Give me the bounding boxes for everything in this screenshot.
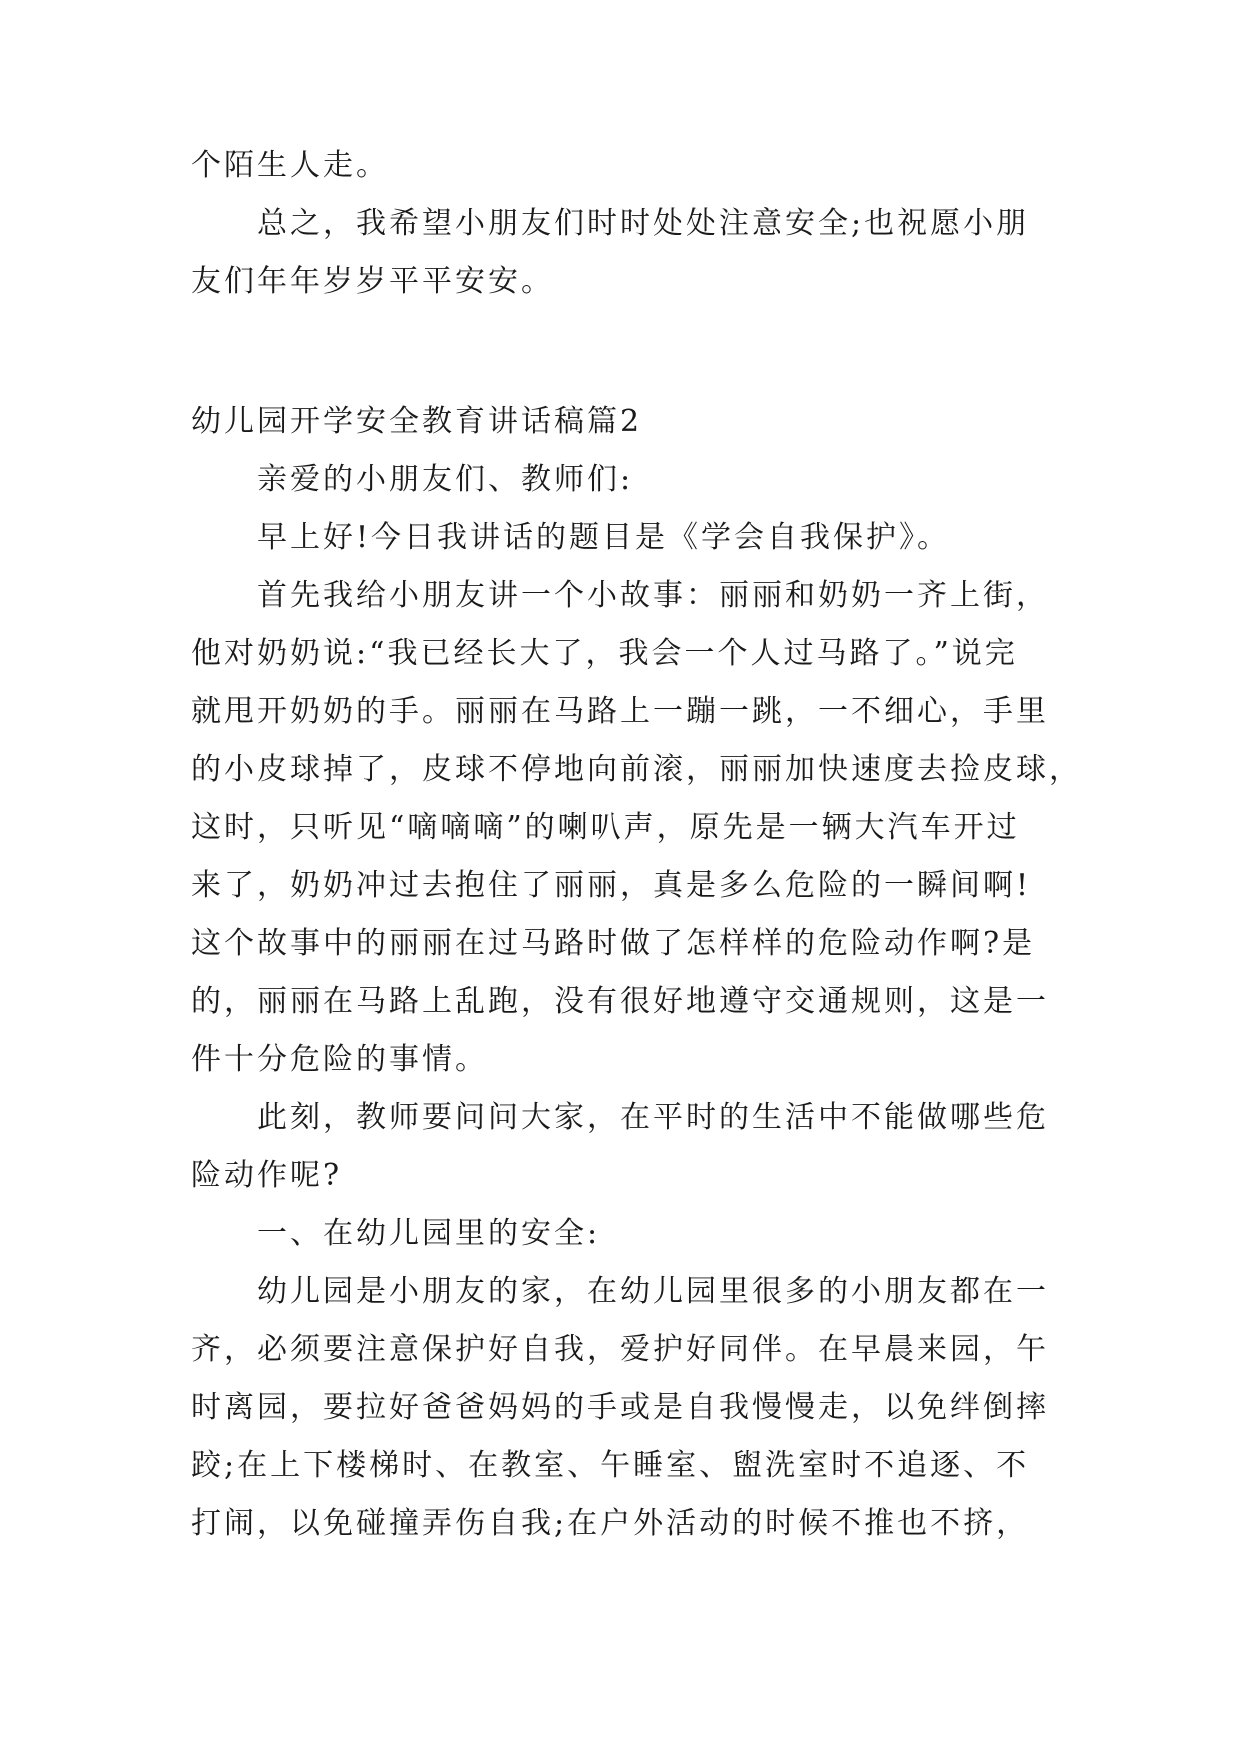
- paragraph-continuation: [191, 137, 1051, 195]
- text-line: 跤;在上下楼梯时、在教室、午睡室、盥洗室时不追逐、不: [191, 1448, 1030, 1483]
- paragraph-question: [191, 1089, 1051, 1205]
- text-line: 就甩开奶奶的手。丽丽在马路上一蹦一跳，一不细心，手里: [191, 694, 1049, 729]
- text-line: 友们年年岁岁平平安安。: [191, 264, 554, 299]
- text-line: 一、在幼儿园里的安全:: [257, 1216, 601, 1251]
- text-line: 此刻，教师要问问大家，在平时的生活中不能做哪些危: [257, 1100, 1049, 1135]
- text-line: 来了，奶奶冲过去抱住了丽丽，真是多么危险的一瞬间啊!: [191, 868, 1032, 903]
- text-line: 亲爱的小朋友们、教师们:: [257, 462, 634, 497]
- text-line: 个陌生人走。: [191, 148, 389, 183]
- paragraph-closing-wish: [191, 195, 1051, 311]
- text-line: 件十分危险的事情。: [191, 1042, 488, 1077]
- paragraph-story: [191, 567, 1082, 1089]
- text-line: 这个故事中的丽丽在过马路时做了怎样样的危险动作啊?是: [191, 926, 1036, 961]
- text-line: 的小皮球掉了，皮球不停地向前滚，丽丽加快速度去捡皮球，: [191, 752, 1082, 787]
- text-line: 他对奶奶说:“我已经长大了，我会一个人过马路了。”说完: [191, 636, 1018, 671]
- section-heading: [191, 393, 1051, 451]
- text-line: 这时，只听见“嘀嘀嘀”的喇叭声，原先是一辆大汽车开过: [191, 810, 1020, 845]
- text-line: 时离园，要拉好爸爸妈妈的手或是自我慢慢走，以免绊倒摔: [191, 1390, 1049, 1425]
- paragraph-topic: [191, 509, 1051, 567]
- text-line: 幼儿园是小朋友的家，在幼儿园里很多的小朋友都在一: [257, 1274, 1049, 1309]
- text-line: 总之，我希望小朋友们时时处处注意安全;也祝愿小朋: [257, 206, 1030, 241]
- text-line: 早上好!今日我讲话的题目是《学会自我保护》。: [257, 520, 951, 555]
- text-line: 的，丽丽在马路上乱跑，没有很好地遵守交通规则，这是一: [191, 984, 1049, 1019]
- heading-text: 幼儿园开学安全教育讲话稿篇2: [191, 404, 643, 439]
- text-line: 齐，必须要注意保护好自我，爱护好同伴。在早晨来园，午: [191, 1332, 1049, 1367]
- paragraph-greeting: [191, 451, 1051, 509]
- subsection-heading: [191, 1205, 1051, 1263]
- text-line: 险动作呢?: [191, 1158, 343, 1193]
- text-line: 首先我给小朋友讲一个小故事：丽丽和奶奶一齐上街，: [257, 578, 1049, 613]
- text-line: 打闹，以免碰撞弄伤自我;在户外活动的时候不推也不挤，: [191, 1506, 1030, 1541]
- paragraph-kindergarten-safety: [191, 1263, 1051, 1553]
